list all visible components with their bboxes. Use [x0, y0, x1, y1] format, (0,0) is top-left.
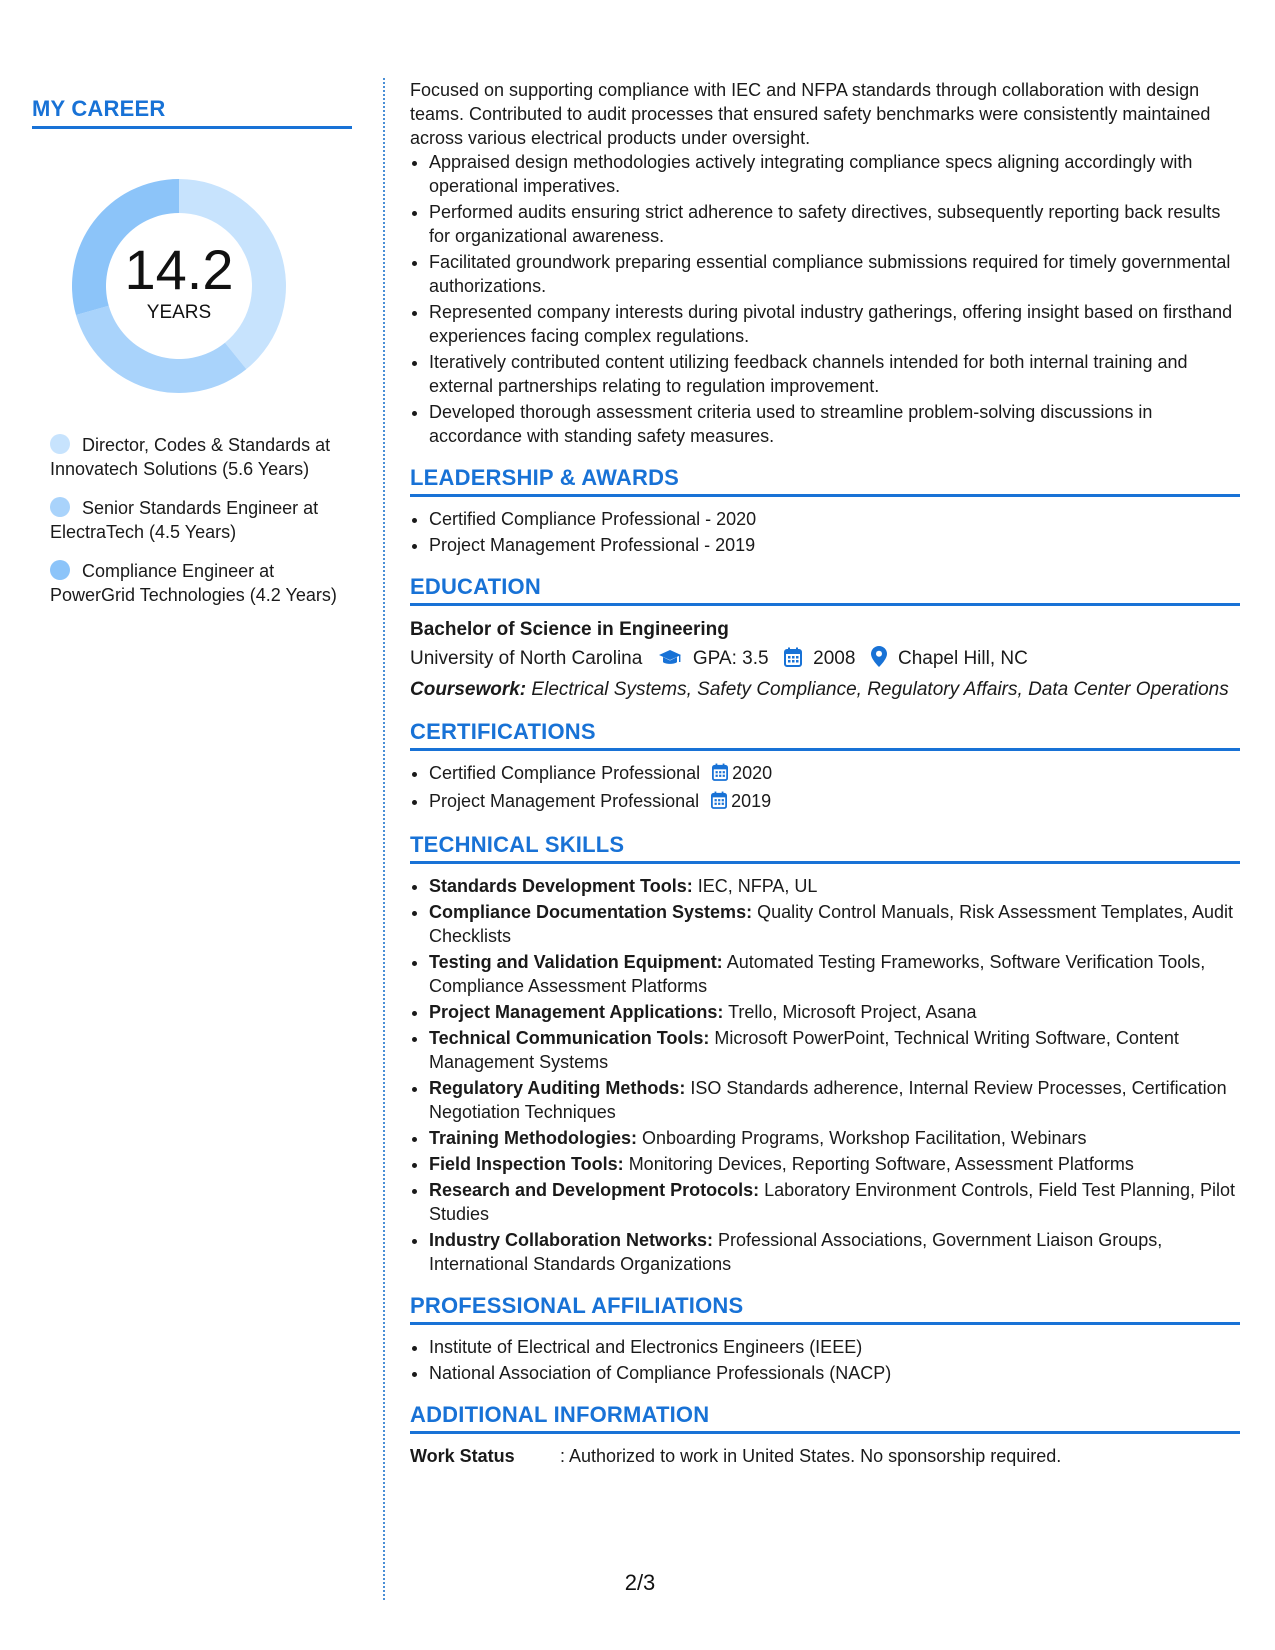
work-status-label: Work Status — [410, 1446, 515, 1466]
list-item: • Institute of Electrical and Electronics Engineers (IEEE) — [429, 1335, 1240, 1359]
skill-label: Standards Development Tools: — [429, 876, 693, 896]
skill-label: Training Methodologies: — [429, 1128, 637, 1148]
legend-dot — [50, 560, 70, 580]
graduation-year: 2008 — [813, 648, 856, 669]
coursework — [410, 677, 1240, 702]
certifications-heading: CERTIFICATIONS — [410, 720, 1240, 751]
list-item — [429, 900, 1240, 948]
list-item: • Developed thorough assessment criteria used to streamline problem-solving discussions in accordance with standing safety measures. — [429, 400, 1240, 448]
list-item — [429, 761, 1240, 787]
legend-item — [50, 496, 340, 544]
skill-value: Laboratory Environment Controls, Field Test Planning, Pilot Studies — [429, 1180, 1236, 1224]
legend-item — [50, 559, 340, 607]
list-item — [429, 950, 1240, 998]
education-location: Chapel Hill, NC — [897, 648, 1028, 669]
skills-heading: TECHNICAL SKILLS — [410, 833, 1240, 864]
list-item: • Facilitated groundwork preparing essential compliance submissions required for timely governmental authorizations. — [429, 250, 1240, 298]
skill-label: Regulatory Auditing Methods: — [429, 1078, 686, 1098]
calendar-icon — [712, 763, 728, 787]
skill-value: Onboarding Programs, Workshop Facilitation, Webinars — [642, 1128, 1087, 1148]
main-content — [410, 78, 1240, 1468]
coursework-label: Coursework: — [410, 679, 527, 700]
career-legend — [50, 433, 340, 607]
affiliations-heading: PROFESSIONAL AFFILIATIONS — [410, 1294, 1240, 1325]
skill-value: Professional Associations, Government Liaison Groups, International Standards Organizations — [429, 1230, 1163, 1274]
certifications-list — [410, 761, 1240, 815]
skill-value: ISO Standards adherence, Internal Review Processes, Certification Negotiation Techniques — [429, 1078, 1227, 1122]
skill-label: Research and Development Protocols: — [429, 1180, 760, 1200]
list-item — [429, 1178, 1240, 1226]
school-name: University of North Carolina — [410, 648, 643, 669]
list-item — [429, 1152, 1240, 1176]
list-item — [429, 1026, 1240, 1074]
certification-year: 2019 — [731, 791, 772, 811]
list-item: • National Association of Compliance Professionals (NACP) — [429, 1361, 1240, 1385]
leadership-list — [410, 507, 1240, 557]
skill-label: Compliance Documentation Systems: — [429, 902, 753, 922]
list-item: • Performed audits ensuring strict adherence to safety directives, subsequently reporting back results for organizational awareness. — [429, 200, 1240, 248]
total-years-value: 14.2 — [124, 238, 234, 301]
education-details — [410, 644, 1240, 677]
work-status-row — [410, 1444, 1240, 1468]
list-item: • Represented company interests during pivotal industry gatherings, offering insight based on firsthand experiences facing complex regulations. — [429, 300, 1240, 348]
career-heading: MY CAREER — [32, 96, 352, 129]
legend-dot — [50, 497, 70, 517]
graduation-cap-icon — [658, 647, 682, 677]
certification-year: 2020 — [732, 763, 773, 783]
coursework-value: Electrical Systems, Safety Compliance, Regulatory Affairs, Data Center Operations — [531, 679, 1229, 700]
calendar-icon — [711, 791, 727, 815]
skill-label: Testing and Validation Equipment: — [429, 952, 723, 972]
skill-value: Monitoring Devices, Reporting Software, Assessment Platforms — [628, 1154, 1134, 1174]
gpa: GPA: 3.5 — [692, 648, 769, 669]
additional-heading: ADDITIONAL INFORMATION — [410, 1403, 1240, 1434]
list-item — [429, 789, 1240, 815]
certification-name: Project Management Professional — [429, 791, 700, 811]
list-item: • Iteratively contributed content utilizing feedback channels intended for both internal training and external partnerships relating to regulation improvement. — [429, 350, 1240, 398]
legend-dot — [50, 434, 70, 454]
total-years-unit: YEARS — [146, 302, 212, 323]
legend-label: Senior Standards Engineer at ElectraTech (4.5 Years) — [50, 498, 319, 542]
list-item: • Certified Compliance Professional - 2020 — [429, 507, 1240, 531]
experience-bullets — [410, 150, 1240, 448]
skill-label: Industry Collaboration Networks: — [429, 1230, 714, 1250]
work-status-value: : Authorized to work in United States. No sponsorship required. — [560, 1446, 1062, 1466]
career-donut-chart — [66, 173, 292, 399]
education-heading: EDUCATION — [410, 575, 1240, 606]
skill-value: IEC, NFPA, UL — [697, 876, 818, 896]
list-item — [429, 1228, 1240, 1276]
list-item — [429, 874, 1240, 898]
legend-label: Director, Codes & Standards at Innovatech Solutions (5.6 Years) — [50, 435, 331, 479]
legend-label: Compliance Engineer at PowerGrid Technologies (4.2 Years) — [50, 561, 337, 605]
skills-list — [410, 874, 1240, 1276]
list-item: • Appraised design methodologies actively integrating compliance specs aligning accordingly with operational imperatives. — [429, 150, 1240, 198]
affiliations-list — [410, 1335, 1240, 1385]
location-pin-icon — [871, 646, 887, 677]
donut-center — [66, 173, 292, 399]
list-item — [429, 1000, 1240, 1024]
skill-value: Trello, Microsoft Project, Asana — [728, 1002, 977, 1022]
calendar-icon — [784, 647, 802, 677]
skill-value: Quality Control Manuals, Risk Assessment Templates, Audit Checklists — [429, 902, 1233, 946]
certification-name: Certified Compliance Professional — [429, 763, 701, 783]
column-divider — [383, 78, 385, 1600]
list-item — [429, 1126, 1240, 1150]
legend-item — [50, 433, 340, 481]
list-item: • Project Management Professional - 2019 — [429, 533, 1240, 557]
skill-value: Automated Testing Frameworks, Software Verification Tools, Compliance Assessment Platforms — [429, 952, 1206, 996]
career-sidebar — [32, 96, 352, 622]
leadership-heading: LEADERSHIP & AWARDS — [410, 466, 1240, 497]
skill-label: Technical Communication Tools: — [429, 1028, 710, 1048]
page-number: 2/3 — [624, 1570, 656, 1595]
degree-title: Bachelor of Science in Engineering — [410, 619, 729, 640]
experience-summary: Focused on supporting compliance with IEC and NFPA standards through collaboration with design teams. Contributed to audit processes that ensured safety benchmarks were consistently maintained across various electrical products under oversight. — [410, 80, 1211, 148]
skill-label: Project Management Applications: — [429, 1002, 724, 1022]
list-item — [429, 1076, 1240, 1124]
skill-label: Field Inspection Tools: — [429, 1154, 624, 1174]
skill-value: Microsoft PowerPoint, Technical Writing Software, Content Management Systems — [429, 1028, 1179, 1072]
